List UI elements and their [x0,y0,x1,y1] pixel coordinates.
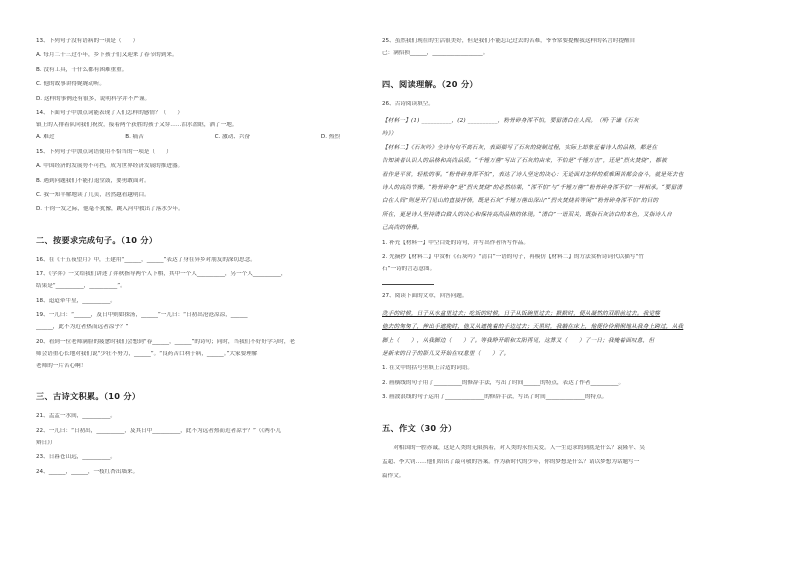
section2-title: 二、按要求完成句子。（10 分） [36,234,158,245]
passage-line-3: 脚上（ ），从我脚边（ ）了。等我睁开眼和太阳再见，这算又（ ）了一日；我掩着面叹息，但 [382,337,655,344]
q27-passage [382,308,770,362]
material2-line-5: 白在人间”则是开门见山的直接抒情，既是石灰“千锤万凿出深山”“烈火焚烧若等闲”“粉骨碎身浑不怕”的目的 [382,198,659,205]
q13-stem: 13、下列句子没有语病的一项是（ ） [36,38,139,44]
passage-line-4: 是新来的日子的影儿又开始在叹息里（ ）了。 [382,351,510,357]
q16: 16、在《十五夜望月》中，王建用“______，______”表达了身在异乡对朋友的深切思念。 [36,256,256,263]
material2-line-7: 己高尚的情操。 [382,225,423,232]
q15-stem: 15、下列句子中加点词语使用不恰当的一项是（ ） [36,148,172,155]
q13-option-b: B. 没有工具，干什么都有困难重重。 [36,66,128,73]
q14-option-b: B. 痛苦 [125,134,144,141]
q22: 22、一儿曰：“日初出，__________，及其日中__________，此不为远者热而近者凉乎？”（《两小儿 [36,427,282,434]
q27-stem: 27、阅读下面的文章，回答问题。 [382,293,468,300]
q26-task-2-cont: 石”一诗的言志意图。 [382,266,436,273]
q25-cont: 己：满招损______，__________________。 [382,50,489,57]
q27-task-3: 3. 画波浪线的句子运用了______________的修辞手法，写出了时间______________的特点。 [382,394,608,401]
q15-option-d: D. 千钧一发之际，他毫不犹豫，跳入河中救出了落水少年。 [36,206,184,213]
material2-line-3: 看作是平常，轻松的事。“粉骨碎身浑不怕”，表达了诗人坚定的决心：无论面对怎样的艰难困苦都会奋斗，就是死去也 [382,171,684,178]
right-column [382,38,770,488]
q15-option-a: A. 中国经济的发展势不可挡，成为世界经济发展的推进器。 [36,163,184,170]
material1-source: 吟》） [382,131,397,138]
essay-line-2: 孟超、李大钊……他们给出了最可敬的答案。作为新时代的少年，你的梦想是什么？请以梦想为话题写一 [382,458,640,465]
q20: 20、看到一位老师满脸的疲惫时我们会想到“春______，______”的诗句；同时，当我们不好好学习时，老 [36,338,296,345]
q13-option-a: A. 每月二十三过小年，乡下孩子们又迎来了春节的到来。 [36,52,178,59]
q22-source: 辩日》） [36,439,56,446]
q26-task-2: 2. 先摘抄【材料二】中赏析《石灰吟》“清白”一语的句子，再模仿【材料二】的方法赏析诗词代以描写“竹 [382,254,644,261]
q15-option-b: B. 遇到问题我们不能打退堂鼓，要勇敢面对。 [36,177,150,184]
q26-task-1: 1. 补充【材料一】中空白处的诗句，并写出作者所写作品。 [382,239,529,246]
passage-line-1: 洗手的时候，日子从水盆里过去；吃饭的时候，日子从饭碗里过去；默默时，便从凝然的双眼前过去。我觉察 [382,310,661,317]
left-column [36,38,370,483]
q27-task-2: 2. 画横线的句子用了__________的修辞手法，写出了时间______的特点，表达了作者__________。 [382,379,625,386]
q23: 23、日暮苍山远，__________。 [36,454,116,461]
essay-line-1: 对相国的一腔赤诚，这是人类的无限执着，对人类的永恒关爱。人一生追求的到底是什么？袁隆平、吴 [382,444,645,451]
q14-text: 镇上的人排着队向我们祝贺，接着两个获胜的孩子又穿……泪水盈眶，洒了一地。 [36,122,238,129]
q26-materials [382,115,770,236]
q17: 17、《学弈》一文给我们讲述了弈秋指导两个人下棋，其中一个人__________，另一个人__________， [36,271,287,278]
q21: 21、孟孟一水间，__________。 [36,413,116,420]
q18: 18、迢迢牵牛星，__________。 [36,297,116,304]
q14-stem: 14、下面句子中加点词能表现了人们怎样的感情？（ ） [36,109,183,116]
q13-option-d: D. 这样的事例还有很多，说明科学并不严谨。 [36,95,151,102]
q14-option-c: C. 激动、兴奋 [214,134,251,141]
essay-line-3: 篇作文。 [382,473,405,480]
q14-option-a: A. 难过 [36,134,55,141]
section4-title: 四、阅读理解。（20 分） [382,78,478,89]
section5-title: 五、作文（30 分） [382,422,457,433]
q19: 19、一儿曰：“______，及日中则如探汤，______”一儿曰：“日初出沧沧凉凉，______ [36,312,248,319]
q14-options [36,134,370,148]
q27-task-1: 1. 在文中的括号里填上合适的词语。 [382,365,474,372]
material2-line-4: 诗人的高尚节操。“粉骨碎身”是“烈火焚烧”的必然结果，“浑不怕”与“千锤万凿”“粉骨碎身浑不怕”一样相承。“要留清 [382,185,683,191]
material1-line: 【材料一】(1) __________，(2) __________，粉骨碎身浑不怕，要留清白在人间。（明·于谦《石灰 [382,117,639,124]
q25: 25、虽然我们现在的生活很美好，但是我们不能忘记过去的苦难，爷爷常要提醒我这样的名言时提醒自 [382,38,636,44]
q13-option-c: C. 他的故事讲得娓娓动听。 [36,81,105,88]
material2-line-1: 【材料二】《石灰吟》全诗句句不离石灰，表面描写了石灰的烧制过程，实际上却象征着诗人的品格，都是在 [382,144,658,151]
material2-line-2: 告知读者认识人的品格和高尚品质。“千锤万凿”写出了石灰的由来，不怕是“千锤万击”，还是“烈火焚烧”，都被 [382,158,667,165]
q17-result: 结果是“__________，__________”。 [36,283,126,290]
q26-stem: 26、古诗阅读填空。 [382,100,434,107]
passage-line-2: 他去的匆匆了，伸出手遮挽时，他又从遮挽着的手边过去；天黑时，我躺在床上，他便伶伶俐俐地从我身上跨过，从我 [382,324,684,331]
q20-end: 老师的一片苦心啊！ [36,362,87,369]
q15-option-c: C. 我一知半解地读了几页，居然越看越明白。 [36,191,150,198]
answer-line [382,278,434,285]
q14-option-d: D. 热烈 [320,134,340,141]
q19-cont: ______，此不为近者热而远者凉乎？” [36,324,129,331]
section3-title: 三、古诗文积累。（10 分） [36,391,141,402]
q20-cont: 师会语重心长地对我们说“少壮不努力，______”。“良药苦口利于病，______。”大家要理解 [36,350,258,357]
material2-line-6: 所在，更是诗人坚持清白做人的决心和保持高尚品格的体现。“清白”一语双关，既指石灰洁白的本色，又指诗人自 [382,211,673,218]
q24: 24、______，______，一枝红杏出墙来。 [36,468,139,475]
